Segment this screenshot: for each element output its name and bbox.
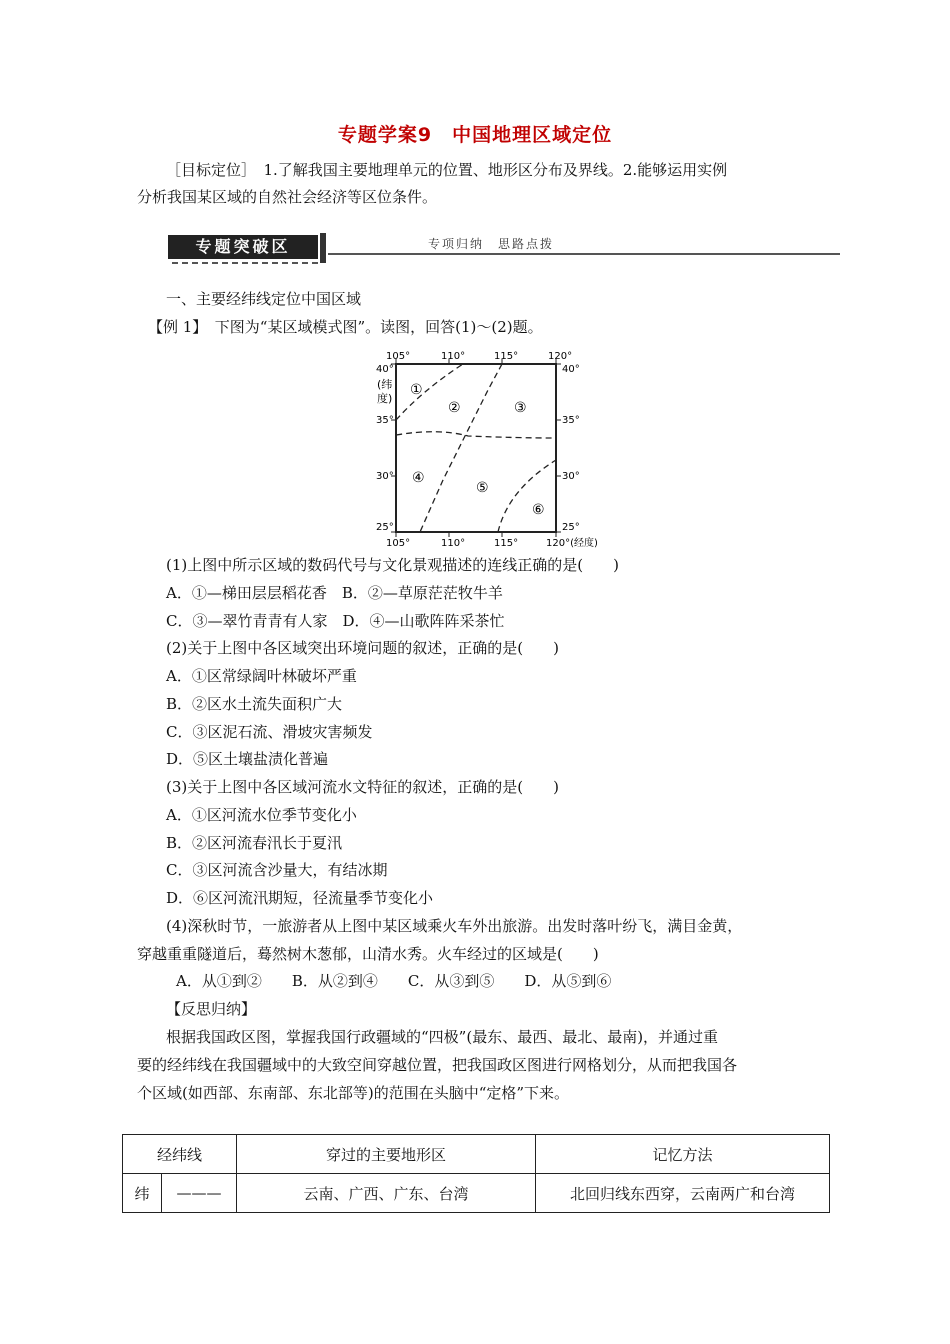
region-4-label: ④ bbox=[412, 470, 425, 486]
goal-line-1: ［目标定位］ 1.了解我国主要地理单元的位置、地形区分布及界线。2.能够运用实例 bbox=[166, 161, 728, 179]
goal-line-2: 分析我国某区域的自然社会经济等区位条件。 bbox=[137, 188, 438, 206]
table-cell-blank: ——— bbox=[162, 1174, 237, 1213]
page-title: 专题学案9 中国地理区域定位 bbox=[337, 124, 613, 146]
table-header-row bbox=[123, 1135, 830, 1174]
region-model-map bbox=[368, 350, 608, 550]
right-lat-label: 35° bbox=[562, 415, 580, 426]
top-lon-label: 115° bbox=[494, 351, 519, 362]
bottom-lon-label: 105° bbox=[386, 538, 411, 549]
region-3-label: ③ bbox=[514, 400, 527, 416]
section-banner bbox=[168, 231, 840, 265]
left-lat-label: 30° bbox=[376, 471, 394, 482]
q2-option-a: A．①区常绿阔叶林破坏严重 bbox=[166, 667, 357, 685]
region-2-label: ② bbox=[448, 400, 461, 416]
q2-option-d: D．⑤区土壤盐渍化普遍 bbox=[166, 750, 329, 768]
q4-line-2: 穿越重重隧道后，蓦然树木葱郁，山清水秀。火车经过的区域是( ) bbox=[137, 945, 599, 963]
reflect-line-2: 要的经纬线在我国疆域中的大致空间穿越位置，把我国政区图进行网格划分，从而把我国各 bbox=[137, 1056, 738, 1074]
lat-axis-label: 度) bbox=[377, 392, 393, 405]
q4-options: A．从①到② B．从②到④ C．从③到⑤ D．从⑤到⑥ bbox=[176, 972, 612, 990]
reflect-title: 【反思归纳】 bbox=[166, 1000, 257, 1018]
q2-stem: (2)关于上图中各区域突出环境问题的叙述，正确的是( ) bbox=[166, 639, 559, 657]
top-lon-label: 120° bbox=[548, 351, 573, 362]
right-lat-label: 30° bbox=[562, 471, 580, 482]
table-row bbox=[123, 1174, 830, 1213]
region-5-label: ⑤ bbox=[476, 480, 489, 496]
banner-dash bbox=[172, 262, 318, 264]
q3-stem: (3)关于上图中各区域河流水文特征的叙述，正确的是( ) bbox=[166, 778, 559, 796]
table-cell-type: 纬 bbox=[123, 1174, 162, 1213]
latlon-table bbox=[122, 1134, 830, 1213]
left-lat-label: 40° bbox=[376, 364, 394, 375]
table-header: 穿过的主要地形区 bbox=[237, 1135, 536, 1174]
banner-bar bbox=[320, 233, 326, 263]
example-intro: 【例 1】 下图为“某区域模式图”。读图，回答(1)～(2)题。 bbox=[148, 318, 543, 336]
right-lat-label: 40° bbox=[562, 364, 580, 375]
q3-option-c: C．③区河流含沙量大，有结冰期 bbox=[166, 861, 388, 879]
q1-options-ab: A．①—梯田层层稻花香 B．②—草原茫茫牧牛羊 bbox=[166, 584, 503, 602]
table-cell-method: 北回归线东西穿，云南两广和台湾 bbox=[536, 1174, 830, 1213]
reflect-line-1: 根据我国政区图，掌握我国行政疆域的“四极”(最东、最西、最北、最南)，并通过重 bbox=[166, 1028, 719, 1046]
q3-option-a: A．①区河流水位季节变化小 bbox=[166, 806, 357, 824]
lat-axis-label: (纬 bbox=[377, 378, 393, 391]
section-heading: 一、主要经纬线定位中国区域 bbox=[166, 290, 362, 308]
left-lat-label: 35° bbox=[376, 415, 394, 426]
reflect-line-3: 个区域(如西部、东南部、东北部等)的范围在头脑中“定格”下来。 bbox=[137, 1084, 570, 1102]
table-header: 记忆方法 bbox=[536, 1135, 830, 1174]
bottom-lon-label: 110° bbox=[441, 538, 466, 549]
q3-option-b: B．②区河流春汛长于夏汛 bbox=[166, 834, 343, 852]
region-6-label: ⑥ bbox=[532, 502, 545, 518]
top-lon-label: 110° bbox=[441, 351, 466, 362]
q4-line-1: (4)深秋时节，一旅游者从上图中某区域乘火车外出旅游。出发时落叶纷飞，满目金黄， bbox=[166, 917, 743, 935]
q2-option-b: B．②区水土流失面积广大 bbox=[166, 695, 343, 713]
q3-option-d: D．⑥区河流汛期短，径流量季节变化小 bbox=[166, 889, 434, 907]
left-lat-label: 25° bbox=[376, 522, 394, 533]
q1-options-cd: C．③—翠竹青青有人家 D．④—山歌阵阵采茶忙 bbox=[166, 612, 505, 630]
banner-label: 专题突破区 bbox=[168, 235, 318, 259]
bottom-lon-label: 120°(经度) bbox=[546, 538, 598, 549]
bottom-lon-label: 115° bbox=[494, 538, 519, 549]
table-header: 经纬线 bbox=[123, 1135, 237, 1174]
right-lat-label: 25° bbox=[562, 522, 580, 533]
banner-subtitle: 专项归纳 思路点拨 bbox=[428, 237, 555, 251]
table-cell-regions: 云南、广西、广东、台湾 bbox=[237, 1174, 536, 1213]
q1-stem: (1)上图中所示区域的数码代号与文化景观描述的连线正确的是( ) bbox=[166, 556, 619, 574]
top-lon-label: 105° bbox=[386, 351, 411, 362]
banner-rule bbox=[328, 253, 840, 255]
region-1-label: ① bbox=[410, 382, 423, 398]
q2-option-c: C．③区泥石流、滑坡灾害频发 bbox=[166, 723, 373, 741]
